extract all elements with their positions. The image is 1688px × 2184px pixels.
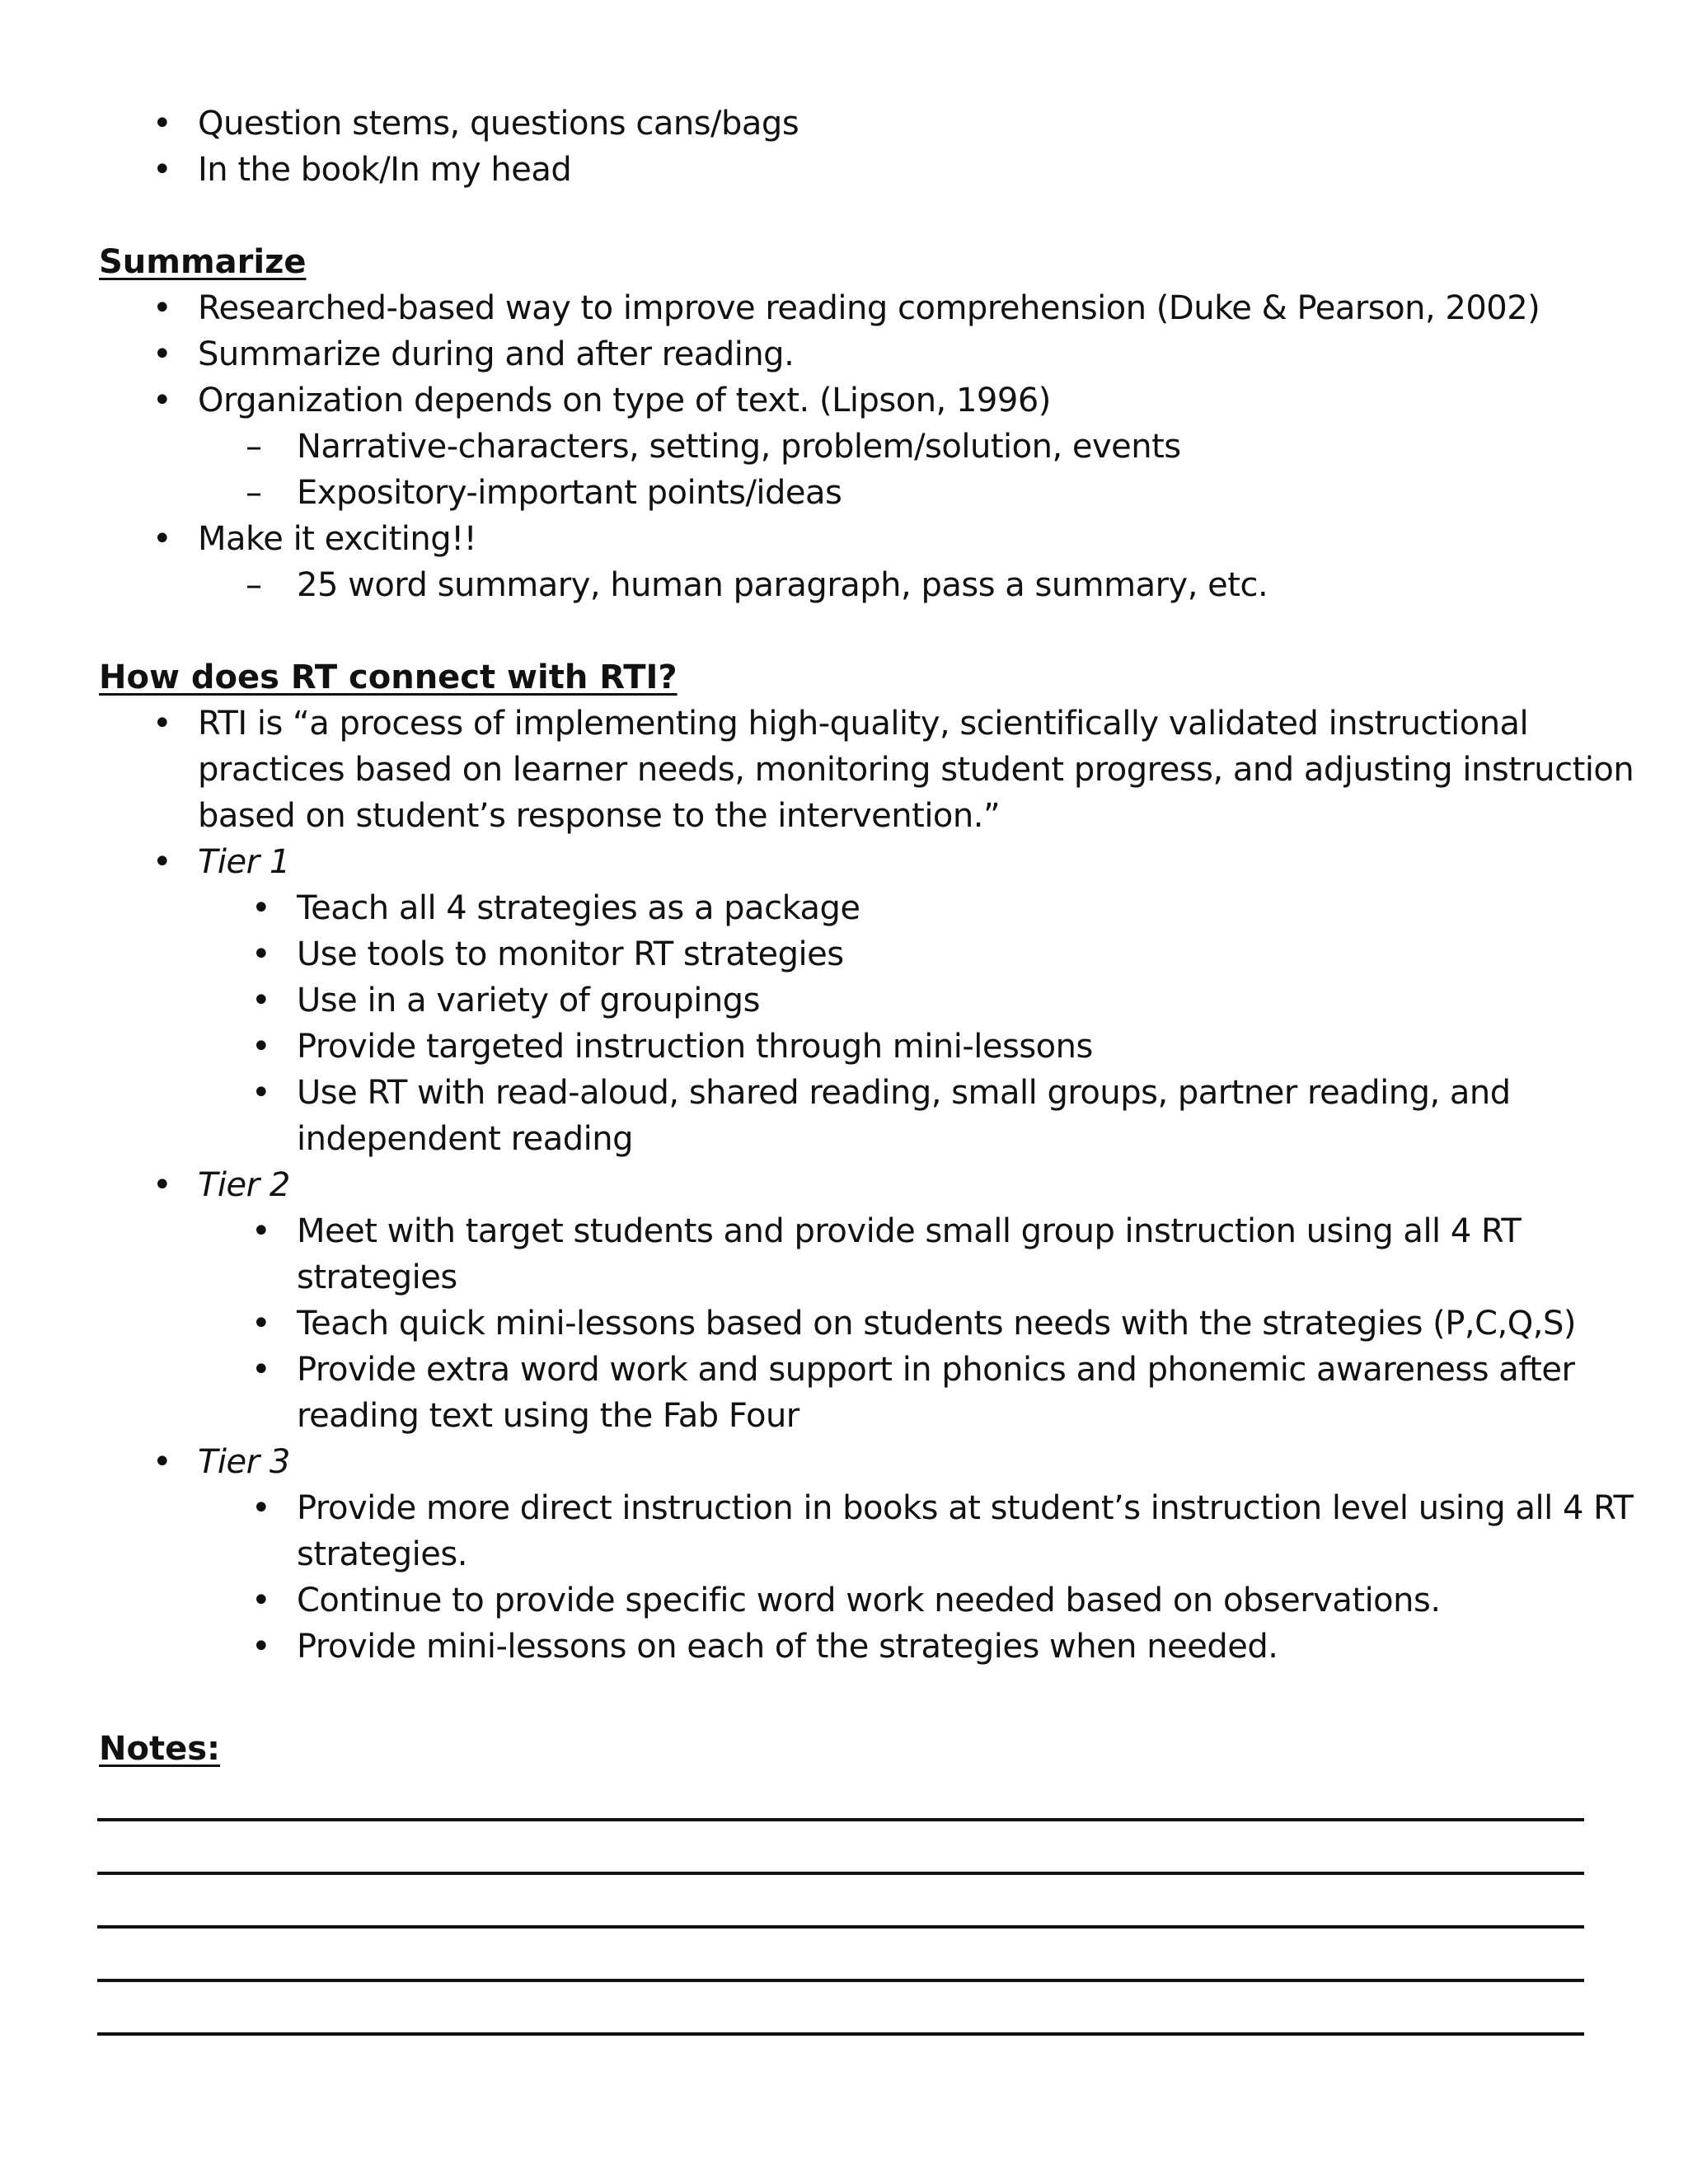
list-item: Question stems, questions cans/bags — [198, 105, 799, 143]
summarize-heading: Summarize — [99, 243, 307, 281]
tier-2-item: Provide extra word work and support in phonics and phonemic awareness after — [297, 1351, 1575, 1389]
tier-3-item: Provide mini-lessons on each of the strategies when needed. — [297, 1628, 1278, 1666]
tier-2-item: Teach quick mini-lessons based on students needs with the strategies (P,C,Q,S) — [297, 1305, 1576, 1343]
bullet-icon: • — [251, 1582, 271, 1619]
bullet-icon: • — [251, 1351, 271, 1389]
bullet-icon: • — [251, 889, 271, 927]
tier-3-item: Provide more direct instruction in books at student’s instruction level using all 4 RT — [297, 1489, 1634, 1527]
sub-list-item: 25 word summary, human paragraph, pass a summary, etc. — [297, 566, 1268, 604]
dash-icon: – — [246, 474, 262, 512]
tier-1-item: Use in a variety of groupings — [297, 982, 760, 1019]
bullet-icon: • — [152, 705, 172, 743]
tier-3-label: Tier 3 — [198, 1443, 290, 1481]
list-item: Summarize during and after reading. — [198, 335, 795, 373]
tier-2-item-continuation: strategies — [297, 1258, 457, 1296]
notes-heading: Notes: — [99, 1730, 221, 1768]
notes-writing-line — [97, 1818, 1584, 1821]
tier-1-item: Teach all 4 strategies as a package — [297, 889, 860, 927]
sub-list-item: Narrative-characters, setting, problem/solution, events — [297, 428, 1181, 466]
bullet-icon: • — [251, 1489, 271, 1527]
bullet-icon: • — [251, 1028, 271, 1066]
rti-definition-line: based on student’s response to the intervention.” — [198, 797, 1001, 835]
rti-definition-line: RTI is “a process of implementing high-quality, scientifically validated instructional — [198, 705, 1529, 743]
sub-list-item: Expository-important points/ideas — [297, 474, 842, 512]
tier-2-item-continuation: reading text using the Fab Four — [297, 1397, 799, 1435]
list-item: Researched-based way to improve reading comprehension (Duke & Pearson, 2002) — [198, 289, 1540, 327]
bullet-icon: • — [251, 935, 271, 973]
notes-writing-line — [97, 1872, 1584, 1875]
bullet-icon: • — [251, 1212, 271, 1250]
list-item: Make it exciting!! — [198, 520, 477, 558]
notes-writing-line — [97, 1979, 1584, 1982]
bullet-icon: • — [152, 382, 172, 419]
notes-writing-line — [97, 2032, 1584, 2036]
bullet-icon: • — [251, 982, 271, 1019]
tier-2-label: Tier 2 — [198, 1166, 290, 1204]
bullet-icon: • — [152, 289, 172, 327]
tier-1-item-continuation: independent reading — [297, 1120, 633, 1158]
notes-writing-line — [97, 1925, 1584, 1929]
bullet-icon: • — [152, 843, 172, 881]
bullet-icon: • — [152, 1166, 172, 1204]
tier-1-item: Use tools to monitor RT strategies — [297, 935, 844, 973]
bullet-icon: • — [251, 1074, 271, 1112]
bullet-icon: • — [152, 335, 172, 373]
tier-3-item-continuation: strategies. — [297, 1535, 467, 1573]
tier-1-item: Use RT with read-aloud, shared reading, small groups, partner reading, and — [297, 1074, 1511, 1112]
rti-definition-line: practices based on learner needs, monitoring student progress, and adjusting instruction — [198, 751, 1634, 789]
tier-2-item: Meet with target students and provide small group instruction using all 4 RT — [297, 1212, 1522, 1250]
dash-icon: – — [246, 428, 262, 466]
bullet-icon: • — [152, 520, 172, 558]
bullet-icon: • — [152, 105, 172, 143]
list-item: Organization depends on type of text. (Lipson, 1996) — [198, 382, 1051, 419]
rti-heading: How does RT connect with RTI? — [99, 658, 678, 696]
bullet-icon: • — [152, 151, 172, 189]
tier-1-item: Provide targeted instruction through mini-lessons — [297, 1028, 1093, 1066]
bullet-icon: • — [251, 1305, 271, 1343]
tier-3-item: Continue to provide specific word work needed based on observations. — [297, 1582, 1441, 1619]
bullet-icon: • — [251, 1628, 271, 1666]
list-item: In the book/In my head — [198, 151, 572, 189]
bullet-icon: • — [152, 1443, 172, 1481]
tier-1-label: Tier 1 — [198, 843, 290, 881]
dash-icon: – — [246, 566, 262, 604]
